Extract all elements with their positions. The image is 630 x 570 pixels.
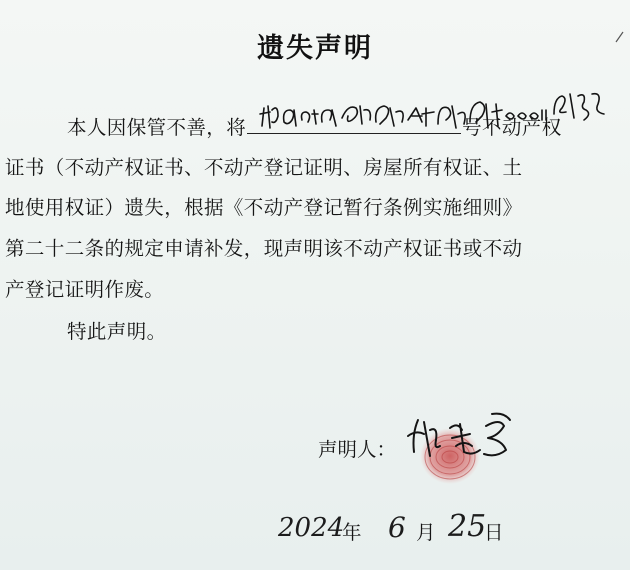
- date-month-label: 月: [416, 521, 436, 544]
- date-year-label: 年: [342, 521, 362, 544]
- pen-mark: [614, 30, 626, 44]
- paragraph-line-2: 证书（不动产权证书、不动产登记证明、房屋所有权证、土: [5, 156, 523, 179]
- handwritten-signature: [400, 400, 530, 470]
- date-year: 2024: [278, 513, 345, 543]
- paragraph-line-5: 产登记证明作废。: [5, 278, 165, 301]
- line1-after-text: 号不动产权: [462, 116, 562, 139]
- date-day-label: 日: [484, 521, 504, 544]
- declarant-label: 声明人：: [318, 438, 397, 461]
- paragraph-line-3: 地使用权证）遗失，根据《不动产登记暂行条例实施细则》: [5, 196, 523, 219]
- date-day: 25: [448, 509, 487, 544]
- document-title: 遗失声明: [257, 33, 373, 64]
- closing-text: 特此声明。: [67, 320, 167, 343]
- date-month: 6: [388, 511, 406, 544]
- handwritten-certificate-number: [256, 86, 616, 136]
- line1-before-text: 本人因保管不善，将: [67, 116, 247, 139]
- paragraph-line-4: 第二十二条的规定申请补发，现声明该不动产权证书或不动: [5, 237, 523, 260]
